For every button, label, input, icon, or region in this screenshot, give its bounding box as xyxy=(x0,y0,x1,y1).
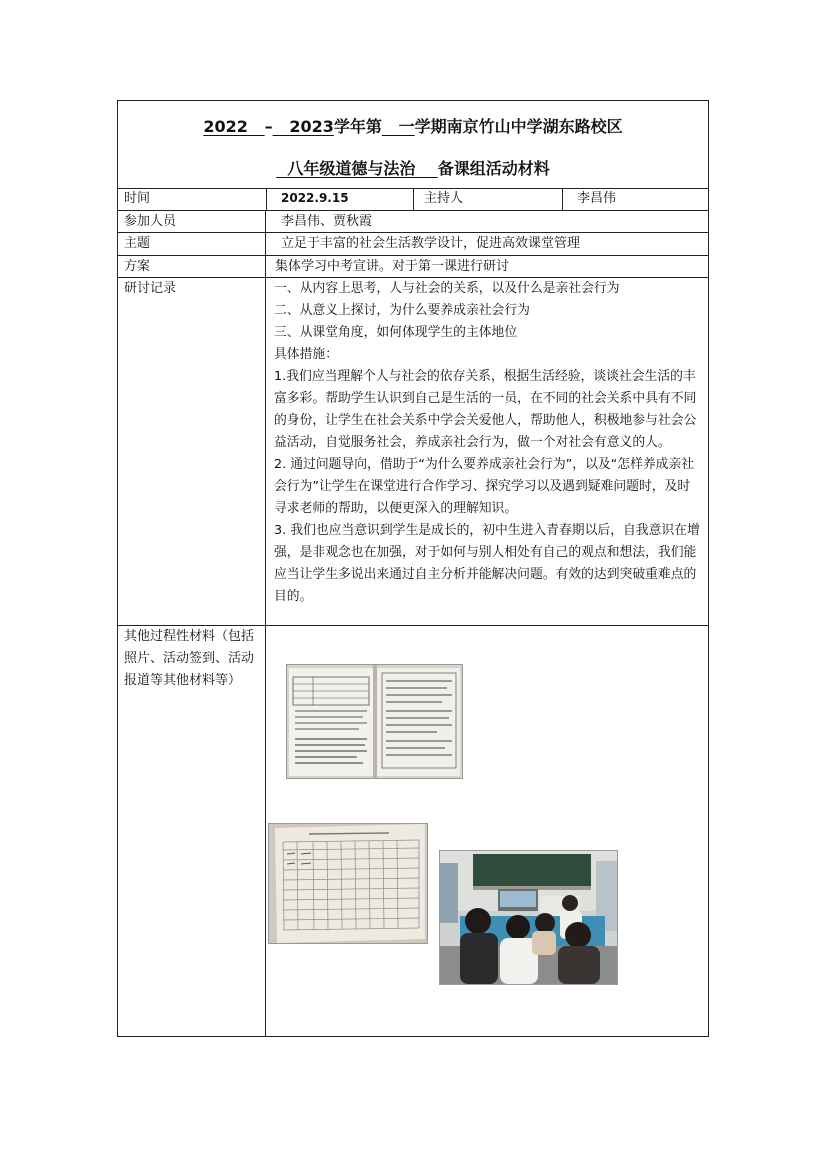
host-value: 李昌伟 xyxy=(577,191,617,206)
host-label: 主持人 xyxy=(414,188,563,210)
topic-value: 立足于丰富的社会生活教学设计，促进高效课堂管理 xyxy=(281,236,581,251)
grade-subject: 八年级道德与法治 xyxy=(287,159,416,178)
activity-form xyxy=(117,100,709,1037)
participants-label: 参加人员 xyxy=(118,211,266,232)
plan-label: 方案 xyxy=(118,256,266,277)
meeting-photo xyxy=(439,850,618,985)
record-line-4: 具体措施： xyxy=(274,347,338,362)
time-label: 时间 xyxy=(118,188,267,210)
record-measure-3: 3. 我们也应当意识到学生是成长的，初中生进入青春期以后，自我意识在增强，是非观念也在加强，对于如何与别人相处有自己的观点和想法，我们能应当让学生多说出来通过自主分析并能解决问题。有效的达到突破重难点的目的。 xyxy=(274,523,700,604)
document-photo xyxy=(286,664,463,779)
year-end: 2023 xyxy=(289,117,334,136)
signin-sheet-photo xyxy=(268,823,428,944)
record-measure-1: 1.我们应当理解个人与社会的依存关系，根据生活经验，谈谈社会生活的丰富多彩。帮助学生认识到自己是生活的一员，在不同的社会关系中具有不同的身份，让学生在社会关系中学会关爱他人，帮助他人，积极地参与社会公益活动，自觉服务社会，养成亲社会行为，做一个对社会有意义的人。 xyxy=(274,369,697,450)
time-row xyxy=(118,188,708,211)
year-dash: – xyxy=(264,117,273,136)
plan-value: 集体学习中考宣讲。对于第一课进行研讨 xyxy=(275,259,510,274)
document-photo-image xyxy=(287,665,462,778)
record-row xyxy=(118,278,708,626)
materials-label: 其他过程性材料（包括照片、活动签到、活动报道等其他材料等） xyxy=(118,626,266,1036)
topic-row xyxy=(118,233,708,256)
plan-row xyxy=(118,256,708,278)
record-line-1: 一、从内容上思考，人与社会的关系，以及什么是亲社会行为 xyxy=(274,281,620,296)
record-measure-2: 2. 通过问题导向，借助于“为什么要养成亲社会行为”，以及“怎样养成亲社会行为”让学生在课堂进行合作学习、探究学习以及遇到疑难问题时，及时寻求老师的帮助，以便更深入的理解知识。 xyxy=(274,457,695,516)
participants-row xyxy=(118,211,708,233)
topic-label: 主题 xyxy=(118,233,266,255)
record-label: 研讨记录 xyxy=(118,278,266,625)
materials-row xyxy=(118,626,708,1036)
signin-sheet-image xyxy=(269,824,427,943)
record-content xyxy=(267,278,708,625)
school-name: 学期南京竹山中学湖东路校区 xyxy=(414,117,623,136)
form-title xyxy=(118,101,708,189)
activity-title: 备课组活动材料 xyxy=(437,159,550,178)
title-line-2 xyxy=(118,156,708,179)
title-line-1 xyxy=(118,114,708,137)
participants-value: 李昌伟、贾秋霞 xyxy=(281,214,373,229)
record-line-3: 三、从课堂角度，如何体现学生的主体地位 xyxy=(274,325,518,340)
meeting-photo-image xyxy=(440,851,617,984)
record-line-2: 二、从意义上探讨，为什么要养成亲社会行为 xyxy=(274,303,530,318)
time-value: 2022.9.15 xyxy=(267,188,414,210)
xuenian-text: 学年第 xyxy=(333,117,382,136)
semester-number: 一 xyxy=(398,117,415,136)
year-start: 2022 xyxy=(203,117,248,136)
